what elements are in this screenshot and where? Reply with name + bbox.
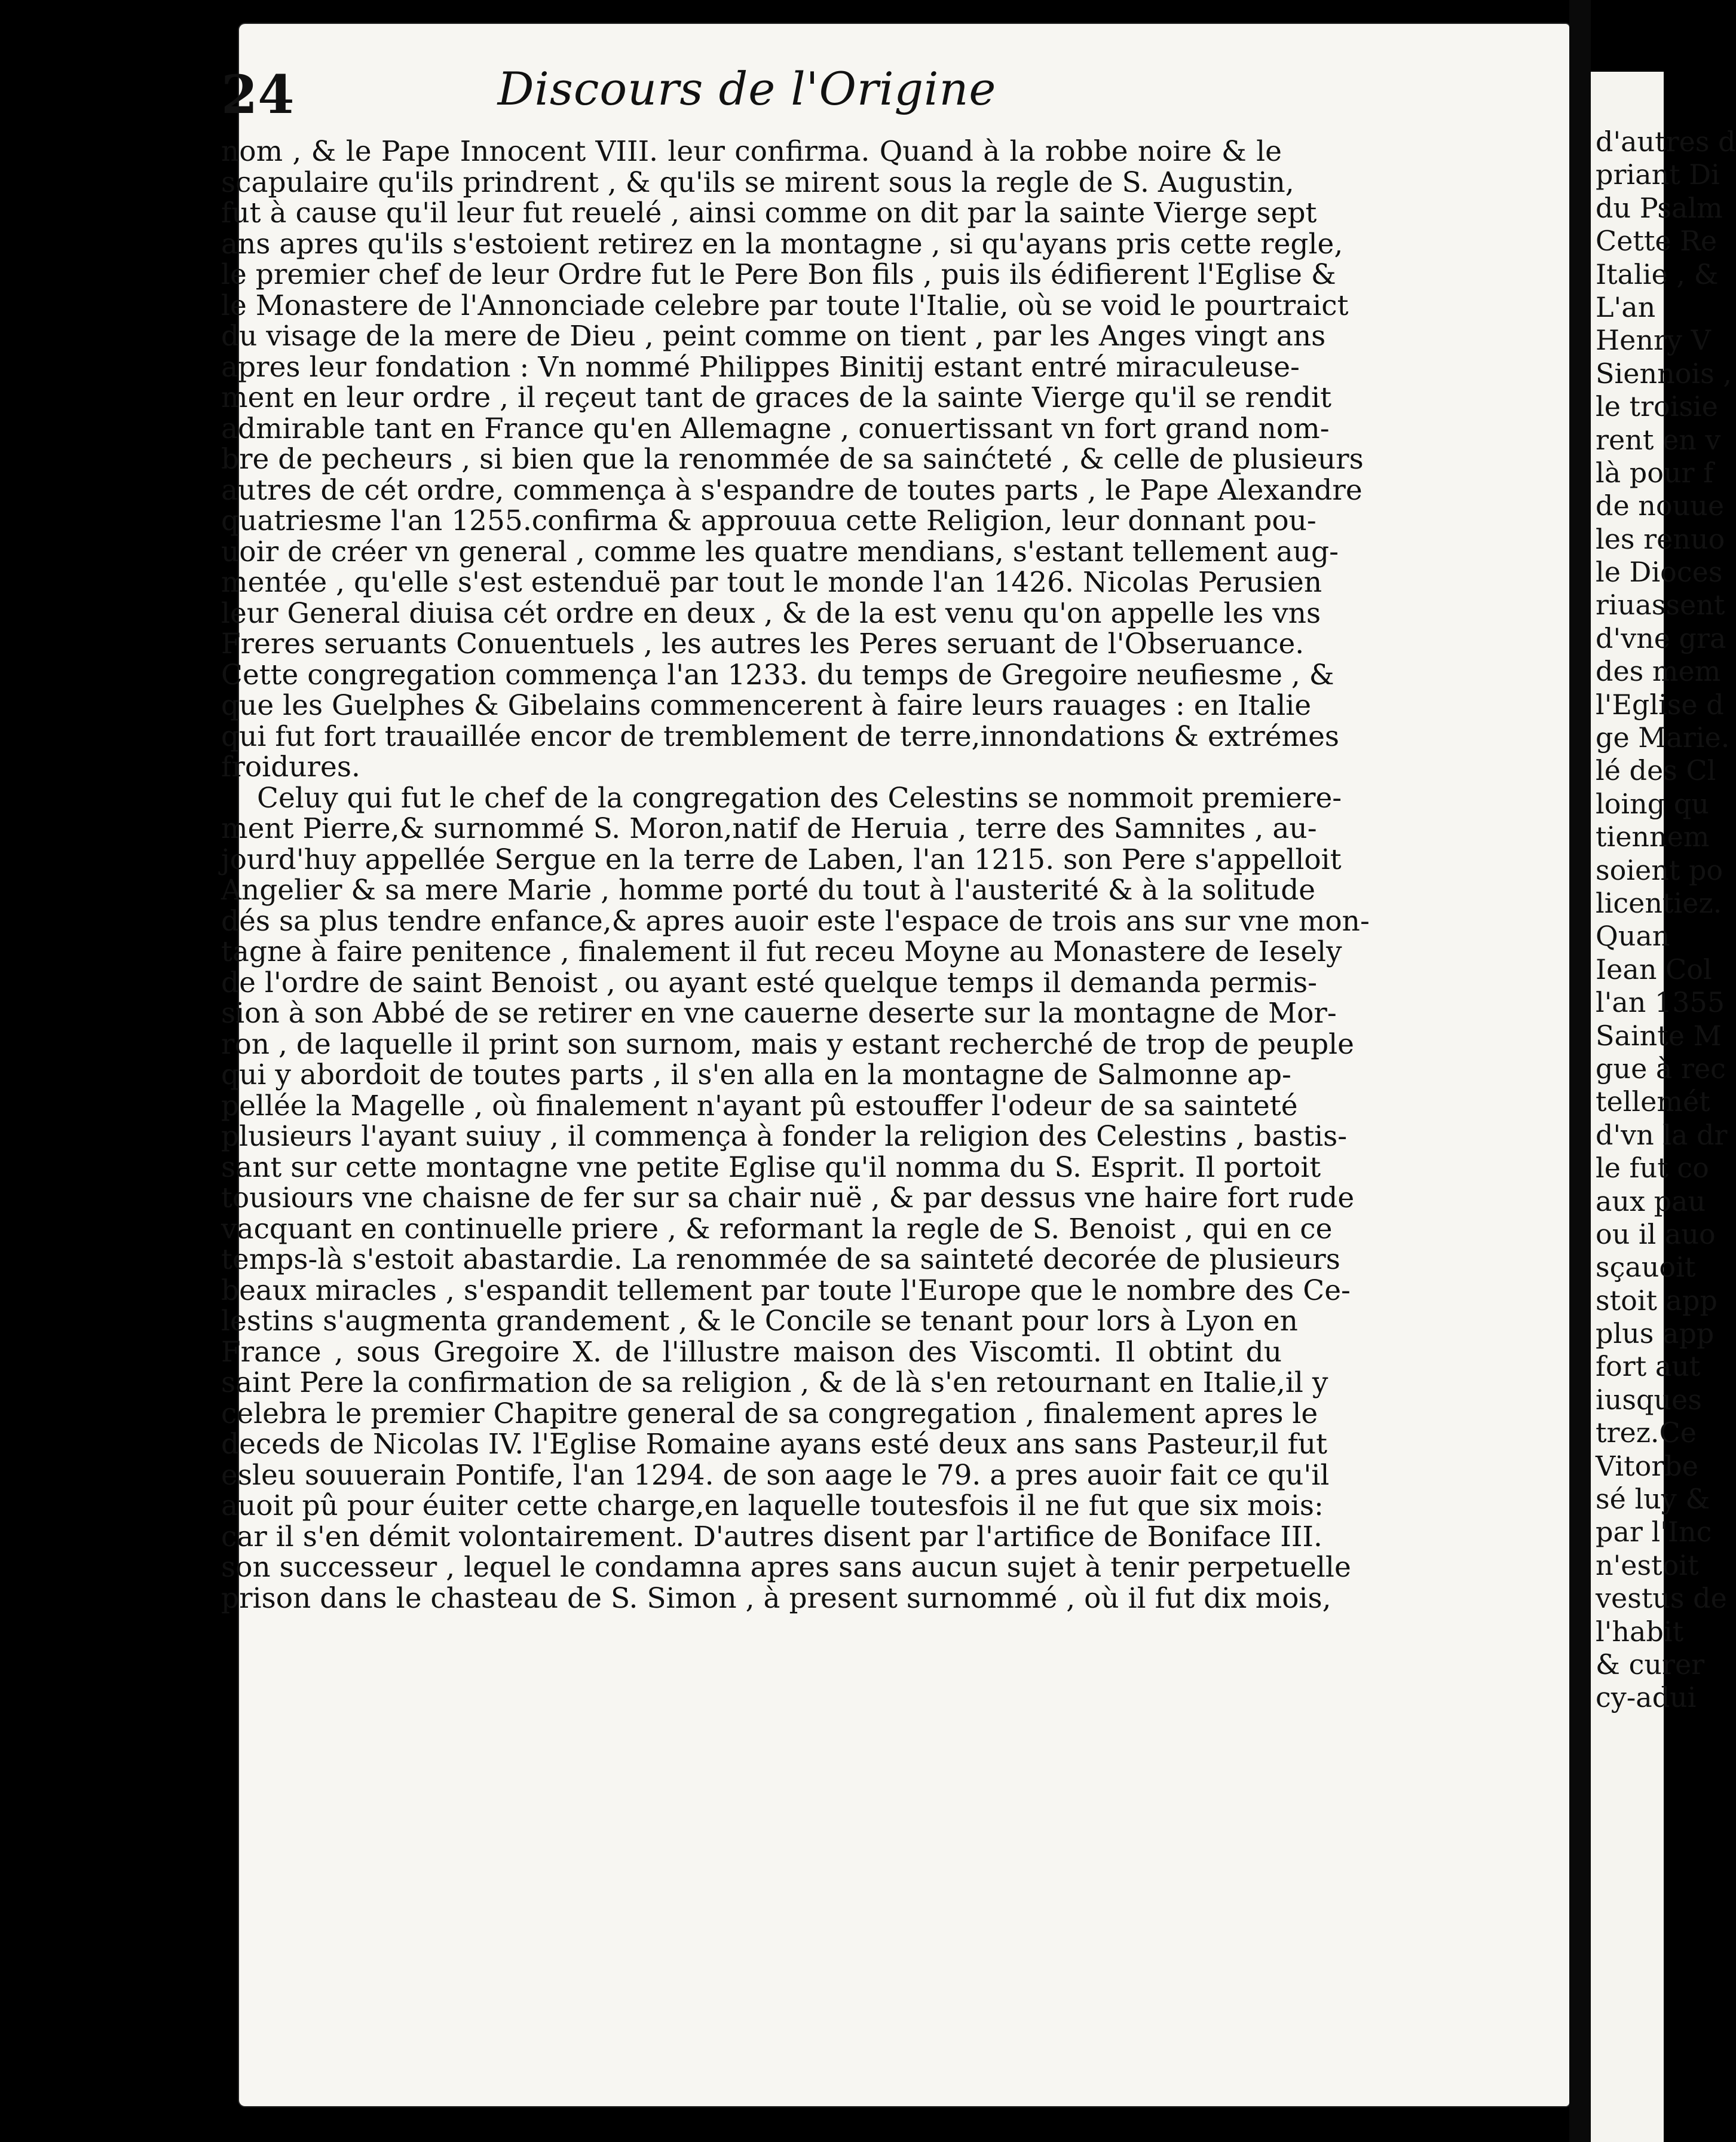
- text-line: leur General diuisa cét ordre en deux , & de la est venu qu'on appelle les vns: [221, 596, 1321, 630]
- text-line: celebra le premier Chapitre general de sa congregation , finalement apres le: [221, 1397, 1318, 1430]
- text-line: uoir de créer vn general , comme les quatre mendians, s'estant tellement aug-: [221, 535, 1339, 568]
- running-head: [221, 60, 1273, 131]
- facing-page-line: des mem: [1596, 655, 1721, 688]
- facing-page-line: trez.Ce: [1596, 1416, 1697, 1449]
- text-line: jourd'huy appellée Sergue en la terre de Laben, l'an 1215. son Pere s'appelloit: [221, 843, 1342, 876]
- text-line: Celuy qui fut le chef de la congregation des Celestins se nommoit premiere-: [257, 781, 1342, 815]
- text-line: de l'ordre de saint Benoist , ou ayant esté quelque temps il demanda permis-: [221, 966, 1318, 999]
- text-line: sion à son Abbé de se retirer en vne cauerne deserte sur la montagne de Mor-: [221, 997, 1337, 1030]
- facing-page-line: Henry V: [1596, 324, 1711, 357]
- facing-page-line: rent en v: [1596, 423, 1721, 456]
- facing-page-line: Siennois ,: [1596, 357, 1732, 390]
- page-gutter: [1569, 0, 1591, 2142]
- facing-page-edge: [1591, 72, 1736, 2142]
- text-line: le Monastere de l'Annonciade celebre par toute l'Italie, où se void le pourtraict: [221, 289, 1349, 322]
- text-line: pellée la Magelle , où finalement n'ayant pû estouffer l'odeur de sa sainteté: [221, 1089, 1298, 1122]
- text-line: saint Pere la confirmation de sa religion , & de là s'en retournant en Italie,il y: [221, 1366, 1328, 1399]
- text-line: admirable tant en France qu'en Allemagne , conuertissant vn fort grand nom-: [221, 412, 1330, 445]
- facing-page-line: ou il auo: [1596, 1217, 1716, 1250]
- text-line: beaux miracles , s'espandit tellement par toute l'Europe que le nombre des Ce-: [221, 1274, 1351, 1307]
- facing-page-line: l'habit: [1596, 1615, 1684, 1648]
- facing-page-text: [1596, 126, 1736, 1715]
- text-line: France , sous Gregoire X. de l'illustre maison des Viscomti. Il obtint du: [221, 1335, 1282, 1369]
- facing-page-line: Sainte M: [1596, 1019, 1722, 1052]
- text-line: apres leur fondation : Vn nommé Philippes Binitij estant entré miraculeuse-: [221, 350, 1300, 384]
- facing-page-line: ge Marie.: [1596, 721, 1730, 754]
- facing-page-line: stoit app: [1596, 1284, 1717, 1317]
- facing-page-line: fort aut: [1596, 1350, 1701, 1383]
- text-line: fut à cause qu'il leur fut reuelé , ainsi comme on dit par la sainte Vierge sept: [221, 197, 1317, 230]
- facing-page-line: priant Di: [1596, 158, 1720, 191]
- text-line: froidures.: [221, 751, 360, 784]
- facing-page-line: n'estoit: [1596, 1549, 1699, 1581]
- text-line: esleu souuerain Pontife, l'an 1294. de son aage le 79. a pres auoir fait ce qu'il: [221, 1458, 1330, 1492]
- text-line: vacquant en continuelle priere , & reformant la regle de S. Benoist , qui en ce: [221, 1212, 1333, 1246]
- facing-page-line: & curer: [1596, 1648, 1705, 1681]
- facing-page-line: lé des Cl: [1596, 754, 1716, 787]
- text-line: ron , de laquelle il print son surnom, mais y estant recherché de trop de peuple: [221, 1027, 1354, 1061]
- facing-page-line: Cette Re: [1596, 225, 1717, 258]
- text-line: temps-là s'estoit abastardie. La renommée de sa sainteté decorée de plusieurs: [221, 1243, 1340, 1276]
- facing-page-line: vestus de: [1596, 1582, 1727, 1615]
- facing-page-line: tellemét: [1596, 1085, 1710, 1118]
- facing-page-line: là pour f: [1596, 456, 1714, 489]
- text-line: qui y abordoit de toutes parts , il s'en alla en la montagne de Salmonne ap-: [221, 1058, 1291, 1091]
- text-line: Freres seruants Conuentuels , les autres les Peres seruant de l'Obseruance.: [221, 628, 1305, 660]
- text-line: bre de pecheurs , si bien que la renommée de sa sainćteté , & celle de plusieurs: [221, 443, 1364, 476]
- main-text-block: [221, 135, 1370, 2001]
- facing-page-line: l'an 1355: [1596, 986, 1725, 1019]
- text-line: que les Guelphes & Gibelains commencerent à faire leurs rauages : en Italie: [221, 689, 1312, 722]
- facing-page-line: iusques: [1596, 1383, 1702, 1416]
- text-line: prison dans le chasteau de S. Simon , à present surnommé , où il fut dix mois,: [221, 1581, 1331, 1615]
- text-line: scapulaire qu'ils prindrent , & qu'ils se mirent sous la regle de S. Augustin,: [221, 166, 1294, 199]
- text-line: ans apres qu'ils s'estoient retirez en la montagne , si qu'ayans pris cette regle,: [221, 227, 1343, 261]
- facing-page-line: le Dioces: [1596, 556, 1723, 589]
- facing-page-line: d'vn la dr: [1596, 1118, 1728, 1151]
- text-line: mentée , qu'elle s'est estenduë par tout le monde l'an 1426. Nicolas Perusien: [221, 566, 1322, 599]
- text-line: sant sur cette montagne vne petite Eglise qu'il nomma du S. Esprit. Il portoit: [221, 1150, 1321, 1184]
- facing-page-line: de nouue: [1596, 489, 1725, 522]
- facing-page-line: d'autres d: [1596, 126, 1736, 158]
- facing-page-line: L'an: [1596, 290, 1656, 323]
- facing-page-line: le troisie: [1596, 390, 1718, 423]
- text-line: Cette congregation commença l'an 1233. du temps de Gregoire neufiesme , &: [221, 658, 1334, 691]
- facing-page-line: Italie , &: [1596, 258, 1719, 290]
- text-line: deceds de Nicolas IV. l'Eglise Romaine ayans esté deux ans sans Pasteur,il fut: [221, 1428, 1328, 1461]
- text-line: nom , & le Pape Innocent VIII. leur confirma. Quand à la robbe noire & le: [221, 135, 1282, 168]
- facing-page-line: licentiez.: [1596, 886, 1722, 919]
- text-line: lestins s'augmenta grandement , & le Concile se tenant pour lors à Lyon en: [221, 1305, 1298, 1338]
- facing-page-line: sçauoit: [1596, 1251, 1696, 1284]
- text-line: dés sa plus tendre enfance,& apres auoir este l'espace de trois ans sur vne mon-: [221, 904, 1370, 938]
- facing-page-line: Iean Col: [1596, 953, 1712, 986]
- text-line: qui fut fort trauaillée encor de tremblement de terre,innondations & extrémes: [221, 720, 1340, 753]
- facing-page-line: d'vne gra: [1596, 622, 1726, 654]
- facing-page-line: tiennem: [1596, 821, 1710, 853]
- facing-page-line: sé luy &: [1596, 1483, 1710, 1516]
- text-line: son successeur , lequel le condamna apres sans aucun sujet à tenir perpetuelle: [221, 1551, 1351, 1584]
- facing-page-line: cy-adui: [1596, 1681, 1697, 1714]
- facing-page-line: les renuo: [1596, 522, 1725, 555]
- text-line: auoit pû pour éuiter cette charge,en laquelle toutesfois il ne fut que six mois:: [221, 1489, 1324, 1522]
- text-line: quatriesme l'an 1255.confirma & approuua cette Religion, leur donnant pou-: [221, 504, 1316, 537]
- text-line: Angelier & sa mere Marie , homme porté du tout à l'austerité & à la solitude: [221, 874, 1316, 907]
- text-line: ment en leur ordre , il reçeut tant de graces de la sainte Vierge qu'il se rendit: [221, 381, 1332, 414]
- facing-page-line: le fut co: [1596, 1152, 1709, 1185]
- facing-page-line: du Psalm: [1596, 191, 1723, 224]
- text-line: car il s'en démit volontairement. D'autres disent par l'artifice de Boniface III.: [221, 1520, 1322, 1553]
- facing-page-line: Vitorbe: [1596, 1449, 1698, 1482]
- running-title: Discours de l'Origine: [497, 62, 997, 115]
- facing-page-line: Quan: [1596, 920, 1670, 953]
- facing-page-line: aux pau: [1596, 1185, 1706, 1217]
- text-line: tagne à faire penitence , finalement il fut receu Moyne au Monastere de Iesely: [221, 935, 1342, 968]
- facing-page-line: soient po: [1596, 853, 1723, 886]
- text-line: du visage de la mere de Dieu , peint comme on tient , par les Anges vingt ans: [221, 320, 1326, 353]
- text-line: le premier chef de leur Ordre fut le Pere Bon fils , puis ils édifierent l'Eglise &: [221, 258, 1336, 291]
- facing-page-line: par l'Inc: [1596, 1516, 1712, 1549]
- text-line: plusieurs l'ayant suiuy , il commença à fonder la religion des Celestins , bastis-: [221, 1120, 1348, 1153]
- facing-page-line: plus app: [1596, 1317, 1714, 1350]
- text-line: tousiours vne chaisne de fer sur sa chair nuë , & par dessus vne haire fort rude: [221, 1182, 1355, 1214]
- facing-page-line: l'Eglise d: [1596, 688, 1724, 721]
- page-number: 24: [221, 63, 295, 126]
- facing-page-line: loing qu: [1596, 787, 1709, 820]
- text-line: autres de cét ordre, commença à s'espandre de toutes parts , le Pape Alexandre: [221, 473, 1363, 507]
- text-line: ment Pierre,& surnommé S. Moron,natif de Heruia , terre des Samnites , au-: [221, 812, 1317, 845]
- facing-page-line: gue à rec: [1596, 1052, 1726, 1085]
- facing-page-line: riuassent: [1596, 589, 1725, 622]
